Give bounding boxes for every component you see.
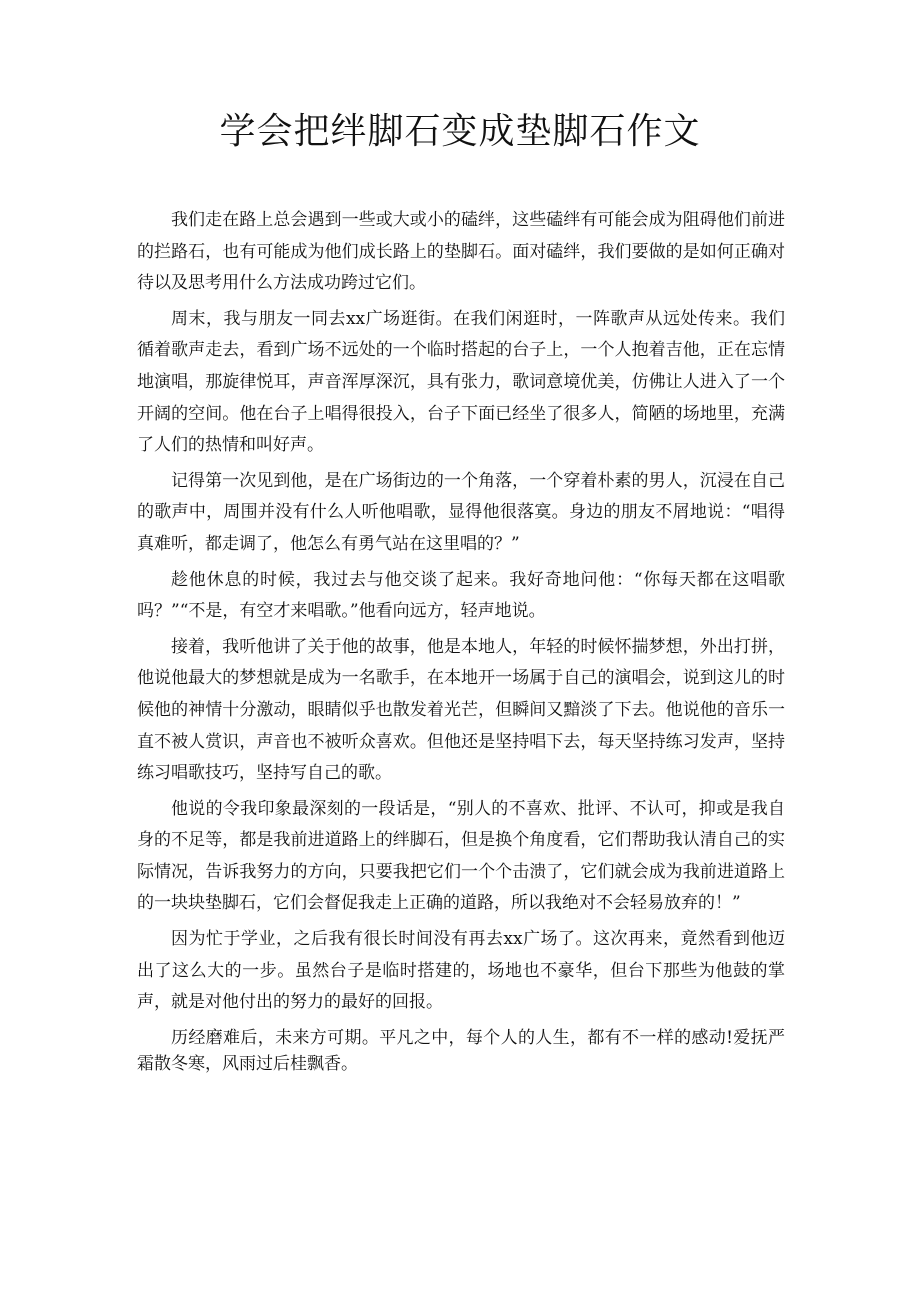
paragraph-8: 历经磨难后，未来方可期。平凡之中，每个人的人生，都有不一样的感动!爱抚严霜散冬寒，风雨过后桂飘香。 — [137, 1027, 785, 1074]
document-title: 学会把绊脚石变成垫脚石作文 — [219, 111, 701, 152]
paragraph-1: 我们走在路上总会遇到一些或大或小的磕绊，这些磕绊有可能会成为阻碍他们前进的拦路石，也有可能成为他们成长路上的垫脚石。面对磕绊，我们要做的是如何正确对待以及思考用什么方法成功跨过它们。 — [137, 210, 785, 294]
paragraph-3: 记得第一次见到他，是在广场街边的一个角落，一个穿着朴素的男人，沉浸在自己的歌声中，周围并没有什么人听他唱歌，显得他很落寞。身边的朋友不屑地说：“唱得真难听，都走调了，他怎么有勇气站在这里唱的？” — [137, 470, 785, 554]
paragraph-5: 接着，我听他讲了关于他的故事，他是本地人，年轻的时候怀揣梦想，外出打拼，他说他最大的梦想就是成为一名歌手，在本地开一场属于自己的演唱会，说到这儿的时候他的神情十分激动，眼睛似乎也散发着光芒，但瞬间又黯淡了下去。他说他的音乐一直不被人赏识，声音也不被听众喜欢。但他还是坚持唱下去，每天坚持练习发声，坚持练习唱歌技巧，坚持写自己的歌。 — [137, 636, 785, 784]
paragraph-2: 周末，我与朋友一同去xx广场逛街。在我们闲逛时，一阵歌声从远处传来。我们循着歌声走去，看到广场不远处的一个临时搭起的台子上，一个人抱着吉他，正在忘情地演唱，那旋律悦耳，声音浑厚深沉，具有张力，歌词意境优美，仿佛让人进入了一个开阔的空间。他在台子上唱得很投入，台子下面已经坐了很多人，简陋的场地里，充满了人们的热情和叫好声。 — [137, 308, 785, 456]
paragraph-4: 趁他休息的时候，我过去与他交谈了起来。我好奇地问他：“你每天都在这唱歌吗？”“不是，有空才来唱歌。”他看向远方，轻声地说。 — [137, 569, 785, 622]
paragraph-6: 他说的令我印象最深刻的一段话是，“别人的不喜欢、批评、不认可，抑或是我自身的不足等，都是我前进道路上的绊脚石，但是换个角度看，它们帮助我认清自己的实际情况，告诉我努力的方向，只要我把它们一个个击溃了，它们就会成为我前进道路上的一块块垫脚石，它们会督促我走上正确的道路，所以我绝对不会轻易放弃的！” — [137, 798, 785, 914]
document-body — [137, 205, 785, 1081]
paragraph-7: 因为忙于学业，之后我有很长时间没有再去xx广场了。这次再来，竟然看到他迈出了这么大的一步。虽然台子是临时搭建的，场地也不豪华，但台下那些为他鼓的掌声，就是对他付出的努力的最好的回报。 — [137, 929, 785, 1013]
